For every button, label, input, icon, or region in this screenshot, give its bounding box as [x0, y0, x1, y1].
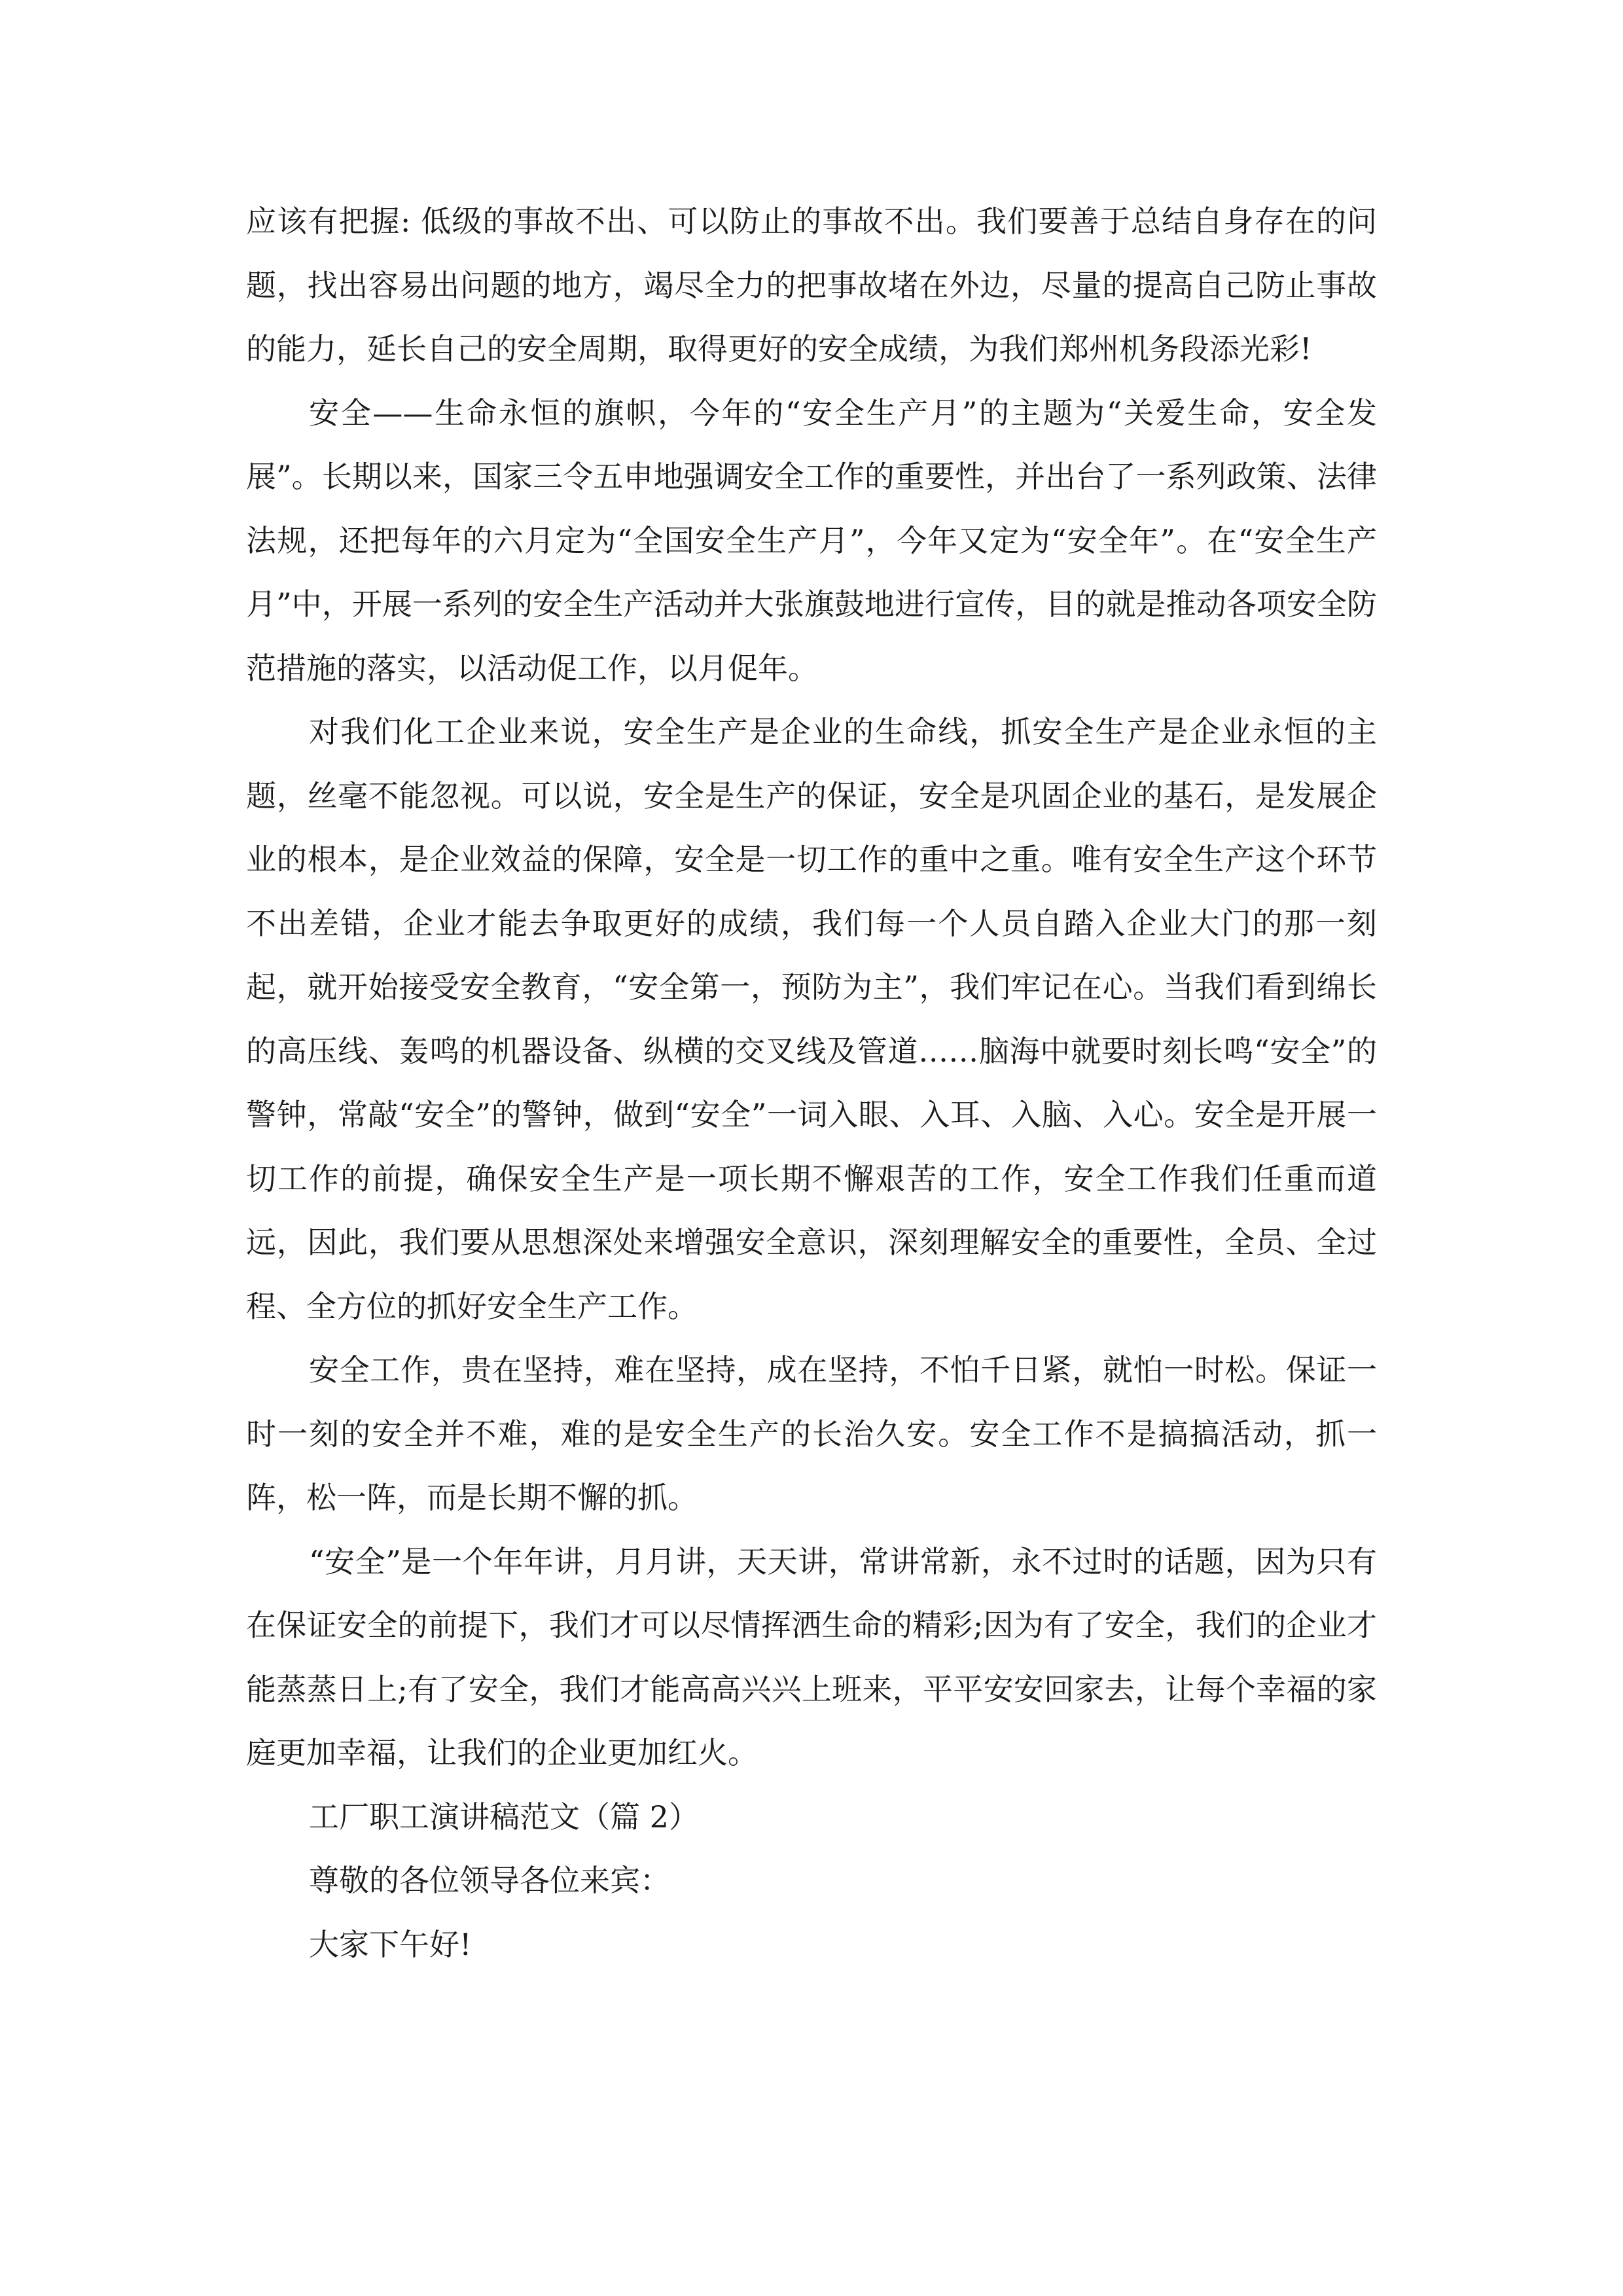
greeting: 大家下午好!	[309, 1926, 472, 1962]
salutation: 尊敬的各位领导各位来宾：	[309, 1863, 670, 1898]
paragraph-3: 对我们化工企业来说，安全生产是企业的生命线，抓安全生产是企业永恒的主题，丝毫不能忽视。可以说，安全是生产的保证，安全是巩固企业的基石，是发展企业的根本，是企业效益的保障，安全是一切工作的重中之重。唯有安全生产这个环节不出差错，企业才能去争取更好的成绩，我们每一个人员自踏入企业大门的那一刻起，就开始接受安全教育，“安全第一，预防为主”，我们牢记在心。当我们看到绵长的高压线、轰鸣的机器设备、纵横的交叉线及管道……脑海中就要时刻长鸣“安全”的警钟，常敲“安全”的警钟，做到“安全”一词入眼、入耳、入脑、入心。安全是开展一切工作的前提，确保安全生产是一项长期不懈艰苦的工作，安全工作我们任重而道远，因此，我们要从思想深处来增强安全意识，深刻理解安全的重要性，全员、全过程、全方位的抓好安全生产工作。	[246, 714, 1377, 1324]
paragraph-4: 安全工作，贵在坚持，难在坚持，成在坚持，不怕千日紧，就怕一时松。保证一时一刻的安全并不难，难的是安全生产的长治久安。安全工作不是搞搞活动，抓一阵，松一阵，而是长期不懈的抓。	[246, 1352, 1377, 1515]
paragraph-1: 应该有把握: 低级的事故不出、可以防止的事故不出。我们要善于总结自身存在的问题，找出容易出问题的地方，竭尽全力的把事故堵在外边，尽量的提高自己防止事故的能力，延长自己的安全周期，取得更好的安全成绩，为我们郑州机务段添光彩!	[246, 204, 1377, 367]
paragraph-5: “安全”是一个年年讲，月月讲，天天讲，常讲常新，永不过时的话题，因为只有在保证安全的前提下，我们才可以尽情挥洒生命的精彩;因为有了安全，我们的企业才能蒸蒸日上;有了安全，我们才能高高兴兴上班来，平平安安回家去，让每个幸福的家庭更加幸福，让我们的企业更加红火。	[246, 1543, 1377, 1770]
section-heading: 工厂职工演讲稿范文（篇 2）	[309, 1799, 699, 1835]
document-body	[246, 190, 1377, 1977]
paragraph-2: 安全——生命永恒的旗帜，今年的“安全生产月”的主题为“关爱生命，安全发展”。长期以来，国家三令五申地强调安全工作的重要性，并出台了一系列政策、法律法规，还把每年的六月定为“全国安全生产月”，今年又定为“安全年”。在“安全生产月”中，开展一系列的安全生产活动并大张旗鼓地进行宣传，目的就是推动各项安全防范措施的落实，以活动促工作，以月促年。	[246, 395, 1377, 686]
